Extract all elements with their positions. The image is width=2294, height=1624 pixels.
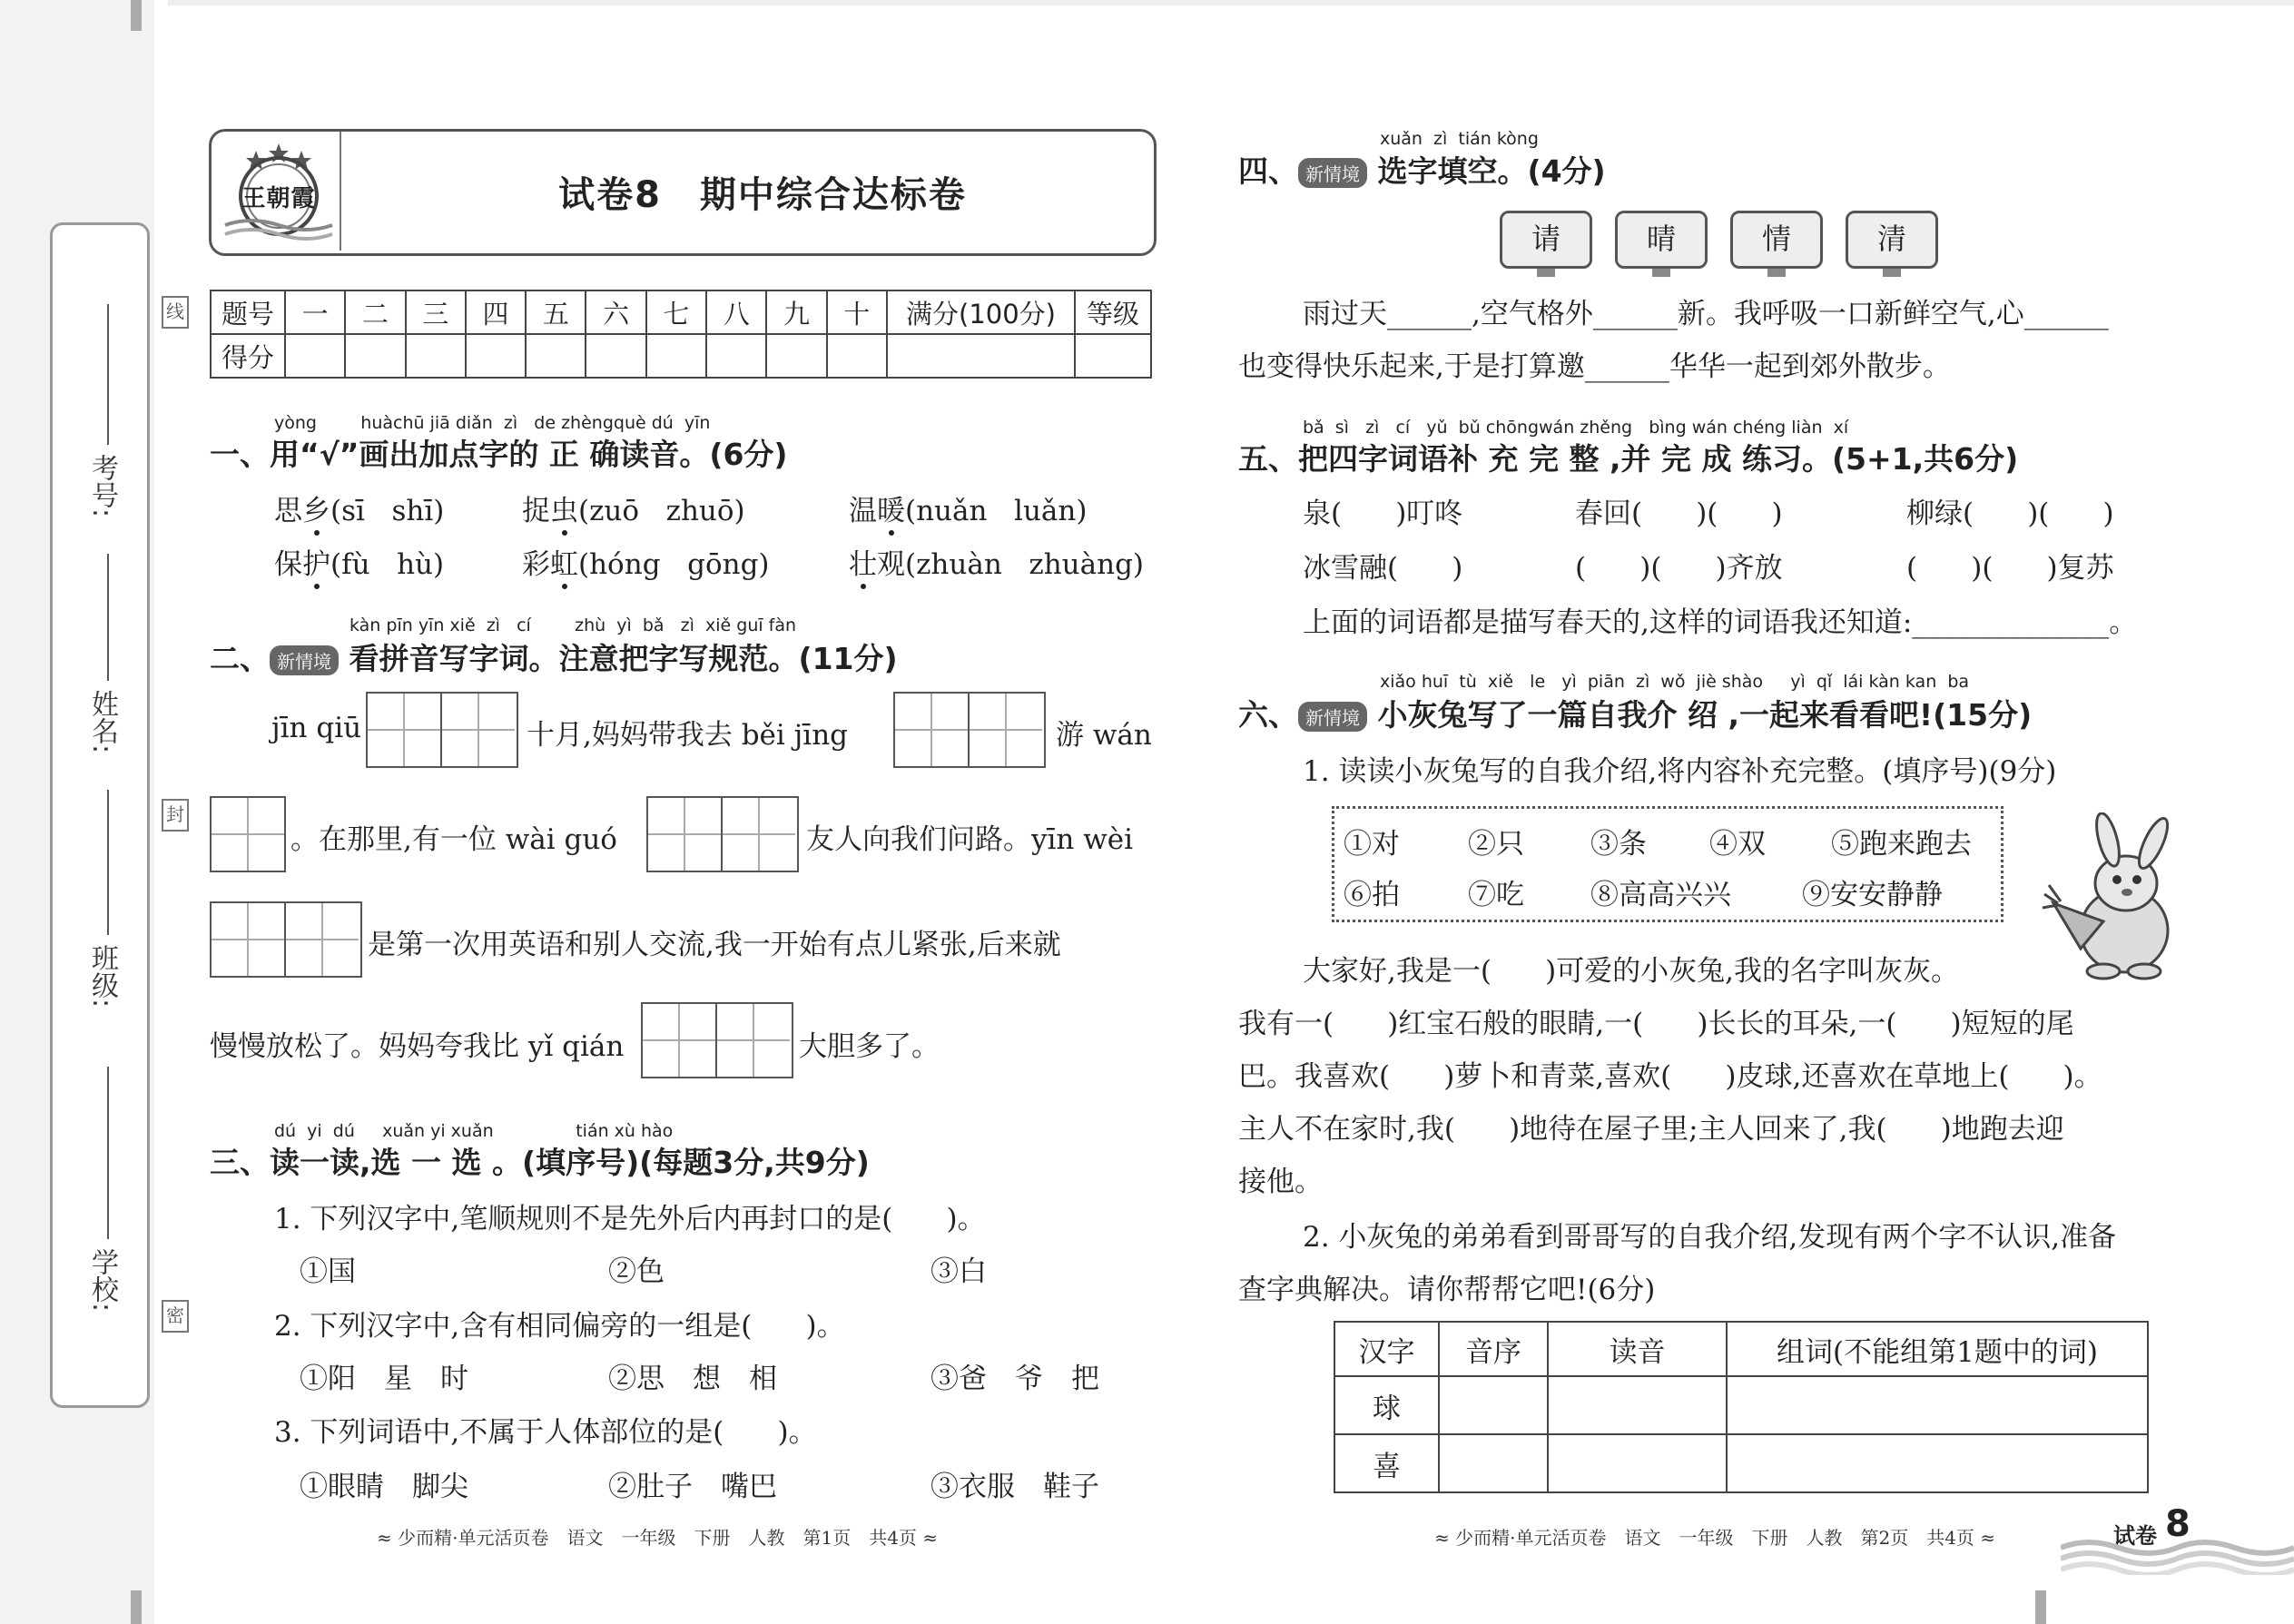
score-input-cell[interactable] [766, 334, 826, 378]
q1-pinyin-choice[interactable]: (zuō zhuō) [578, 495, 745, 527]
crop-mark [2035, 1590, 2046, 1624]
q1-char: 保 [274, 548, 302, 581]
table-cell: 喜 [1334, 1434, 1439, 1492]
q1-char: 捉 [522, 495, 550, 527]
option-sign: 清 [1846, 211, 1938, 269]
word-bank-option: ④双 [1709, 828, 1766, 861]
q3-pinyin: dú yi dú xuǎn yi xuǎn tián xù hào [274, 1121, 674, 1141]
q3-question: 1. 下列汉字中,笔顺规则不是先外后内再封口的是( )。 [274, 1203, 986, 1235]
q3-option[interactable]: ③白 [930, 1255, 987, 1288]
word-bank-option: ①对 [1344, 828, 1400, 861]
table-cell: 六 [586, 290, 645, 334]
q3-option[interactable]: ①国 [300, 1255, 356, 1288]
grid-cell[interactable] [212, 798, 284, 871]
q5-blank[interactable]: ( )( )齐放 [1575, 552, 1783, 585]
table-cell: 等级 [1075, 290, 1151, 334]
option-sign: 情 [1730, 211, 1823, 269]
table-cell: 十 [827, 290, 887, 334]
q2-title-text: 看拼音写字词。注意把字写规范。(11分) [349, 641, 898, 676]
q1-char: 彩 [522, 548, 550, 581]
word-bank-option: ⑦吃 [1468, 879, 1524, 911]
q1-pinyin-choice[interactable]: (sī shī) [330, 495, 445, 527]
score-input-cell[interactable] [706, 334, 766, 378]
q1-item [849, 487, 1087, 528]
q4-text: 也变得快乐起来,于是打算邀______华华一起到郊外散步。 [1238, 350, 1951, 383]
q6-title-prefix: 六、 [1238, 697, 1298, 733]
word-bank-option: ⑤跑来跑去 [1831, 828, 1972, 861]
dictionary-table [1334, 1321, 2149, 1493]
word-bank-option: ⑨安安静静 [1802, 879, 1943, 911]
answer-cell[interactable] [1727, 1376, 2148, 1434]
fold-mark-secret: 密 [162, 1300, 189, 1333]
score-table [210, 290, 1152, 379]
q1-char: 思 [274, 495, 302, 527]
option-sign: 晴 [1615, 211, 1708, 269]
q2-text: 慢慢放松了。妈妈夸我比 yǐ qián [210, 1030, 625, 1063]
fold-mark-seal: 封 [162, 799, 189, 832]
q1-dotted-char: 暖 [877, 495, 905, 527]
q6-paragraph: 大家好,我是一( )可爱的小灰兔,我的名字叫灰灰。 [1303, 955, 1960, 988]
writing-grid[interactable] [366, 692, 518, 768]
q1-dotted-char: 壮 [849, 548, 877, 581]
school-blank [107, 1067, 109, 1239]
dictionary-table-header [1334, 1322, 2148, 1376]
fold-mark-line: 线 [162, 296, 189, 329]
q3-question: 3. 下列词语中,不属于人体部位的是( )。 [274, 1416, 817, 1449]
q6-paragraph: 巴。我喜欢( )萝卜和青菜,喜欢( )皮球,还喜欢在草地上( )。 [1238, 1060, 2102, 1093]
table-header: 读音 [1548, 1322, 1727, 1376]
table-cell: 四 [466, 290, 526, 334]
table-cell: 球 [1334, 1376, 1439, 1434]
q1-dotted-char: 虫 [550, 495, 578, 527]
q1-item [274, 541, 444, 582]
score-input-cell[interactable] [1075, 334, 1151, 378]
q6-title [1238, 692, 2032, 734]
q1-item [522, 541, 770, 582]
q1-pinyin-choice[interactable]: 观(zhuàn zhuàng) [877, 548, 1145, 581]
name-blank [107, 554, 109, 681]
new-context-badge: 新情境 [1298, 702, 1367, 732]
score-table-header-row [211, 290, 1151, 334]
crop-mark [131, 0, 142, 31]
q5-blank[interactable]: 柳绿( )( ) [1906, 497, 2114, 530]
q3-option[interactable]: ①阳 星 时 [300, 1363, 468, 1395]
q5-blank[interactable]: 冰雪融( ) [1303, 552, 1463, 585]
class-blank [107, 790, 109, 935]
q2-pinyin: kàn pīn yīn xiě zì cí zhù yì bǎ zì xiě guī fàn [350, 615, 797, 635]
table-row [1334, 1434, 2148, 1492]
answer-cell[interactable] [1727, 1434, 2148, 1492]
q1-title-text: “√”画出加点字的 正 确读音。(6分) [300, 437, 788, 472]
q6-subquestion: 2. 小灰兔的弟弟看到哥哥写的自我介绍,发现有两个字不认识,准备 [1303, 1221, 2117, 1254]
crop-mark [131, 1590, 142, 1624]
q3-title: 三、读一读,选 一 选 。(填序号)(每题3分,共9分) [210, 1145, 870, 1180]
table-row [1334, 1376, 2148, 1434]
answer-cell[interactable] [1548, 1434, 1727, 1492]
q3-option[interactable]: ③衣服 鞋子 [930, 1471, 1099, 1503]
q1-title [210, 431, 788, 474]
q3-option[interactable]: ③爸 爷 把 [930, 1363, 1099, 1395]
new-context-badge: 新情境 [270, 645, 339, 675]
q6-subquestion: 查字典解决。请你帮帮它吧!(6分) [1238, 1274, 1656, 1306]
score-input-cell[interactable] [285, 334, 345, 378]
q3-option[interactable]: ②肚子 嘴巴 [608, 1471, 777, 1503]
grid-cell[interactable] [212, 903, 286, 976]
q1-item [849, 541, 1144, 582]
writing-grid[interactable] [893, 692, 1046, 768]
grid-cell[interactable] [895, 694, 970, 766]
q2-title [210, 635, 898, 678]
option-sign: 请 [1500, 211, 1592, 269]
exam-number-blank [107, 304, 109, 445]
q5-blank[interactable]: 春回( )( ) [1575, 497, 1783, 530]
grid-cell[interactable] [442, 694, 515, 766]
q5-blank[interactable]: 泉( )叮咚 [1303, 497, 1463, 530]
banner-divider [340, 132, 341, 251]
q6-pinyin: xiǎo huī tù xiě le yì piān zì wǒ jiè shào yì qǐ lái kàn kan ba [1380, 672, 1970, 692]
table-cell: 题号 [211, 290, 285, 334]
grid-cell[interactable] [723, 798, 795, 871]
q3-option[interactable]: ②色 [608, 1255, 665, 1288]
writing-grid[interactable] [210, 796, 286, 872]
word-bank-option: ②只 [1468, 828, 1524, 861]
q1-dotted-char: 护 [302, 548, 330, 581]
footer-right: ≈ 少而精·单元活页卷 语文 一年级 下册 人教 第2页 共4页 ≈ [1434, 1527, 1996, 1549]
school-label: 学校: [86, 1248, 118, 1313]
q5-text: 上面的词语都是描写春天的,这样的词语我还知道:______________。 [1303, 606, 2138, 639]
q6-paragraph: 主人不在家时,我( )地待在屋子里;主人回来了,我( )地跑去迎 [1238, 1113, 2064, 1146]
word-bank-option: ⑧高高兴兴 [1590, 879, 1731, 911]
writing-grid[interactable] [641, 1002, 793, 1078]
table-cell: 一 [285, 290, 345, 334]
grid-cell[interactable] [717, 1004, 790, 1077]
score-input-cell[interactable] [466, 334, 526, 378]
table-cell: 二 [345, 290, 405, 334]
logo-text: 王朝霞 [241, 185, 316, 212]
footer-left: ≈ 少而精·单元活页卷 语文 一年级 下册 人教 第1页 共4页 ≈ [377, 1527, 939, 1549]
q6-subquestion: 1. 读读小灰兔写的自我介绍,将内容补充完整。(填序号)(9分) [1303, 755, 2057, 788]
exam-number-label: 考号: [86, 454, 118, 518]
grid-cell[interactable] [970, 694, 1042, 766]
q6-paragraph: 接他。 [1238, 1166, 1323, 1198]
q4-title [1238, 148, 1606, 191]
class-label: 班级: [86, 944, 118, 1009]
score-input-cell[interactable] [887, 334, 1075, 378]
q1-dotted-char: 乡 [302, 495, 330, 527]
student-info-box [50, 222, 150, 1408]
table-header: 音序 [1439, 1322, 1548, 1376]
q3-option[interactable]: ①眼睛 脚尖 [300, 1471, 468, 1503]
score-table-score-row [211, 334, 1151, 378]
q2-text: 大胆多了。 [799, 1030, 940, 1063]
table-cell: 八 [706, 290, 766, 334]
q4-pinyin: xuǎn zì tián kòng [1380, 129, 1539, 149]
q1-dotted-char: 虹 [550, 548, 578, 581]
table-cell: 三 [406, 290, 466, 334]
page-label: 试卷 [2113, 1523, 2157, 1549]
q4-title-prefix: 四、 [1238, 153, 1298, 189]
q4-title-text: 选字填空。(4分) [1377, 153, 1606, 189]
table-header: 组词(不能组第1题中的词) [1727, 1322, 2148, 1376]
table-cell: 满分(100分) [887, 290, 1075, 334]
page-title: 试卷8 期中综合达标卷 [558, 174, 967, 216]
grid-cell[interactable] [368, 694, 442, 766]
q2-title-prefix: 二、 [210, 641, 270, 676]
q3-question: 2. 下列汉字中,含有相同偏旁的一组是( )。 [274, 1310, 845, 1343]
q1-pinyin-choice[interactable]: (hóng gōng) [578, 548, 770, 581]
q1-pinyin: yòng huàchū jiā diǎn zì de zhèngquè dú yīn [274, 413, 711, 433]
name-label: 姓名: [86, 690, 118, 754]
q5-title: 五、把四字词语补 充 完 整 ,并 完 成 练习。(5+1,共6分) [1238, 441, 2019, 477]
q6-title-text: 小灰兔写了一篇自我介 绍 ,一起来看看吧!(15分) [1377, 697, 2033, 733]
grid-cell[interactable] [648, 798, 723, 871]
table-header: 汉字 [1334, 1322, 1439, 1376]
q1-item [274, 487, 444, 528]
table-cell: 九 [766, 290, 826, 334]
q1-pinyin-choice[interactable]: (fù hù) [330, 548, 445, 581]
page-number: 8 [2165, 1503, 2191, 1545]
score-input-cell[interactable] [646, 334, 706, 378]
score-input-cell[interactable] [345, 334, 405, 378]
grid-cell[interactable] [643, 1004, 717, 1077]
q2-text: 。在那里,有一位 wài guó [290, 823, 617, 856]
q2-text: 十月,妈妈带我去 běi jīng [527, 719, 849, 752]
q5-pinyin: bǎ sì zì cí yǔ bǔ chōngwán zhěng bìng wán chéng liàn xí [1303, 418, 1849, 438]
page-top-edge [168, 0, 2294, 5]
q6-paragraph: 我有一( )红宝石般的眼睛,一( )长长的耳朵,一( )短短的尾 [1238, 1008, 2074, 1040]
answer-cell[interactable] [1439, 1434, 1548, 1492]
q5-blank[interactable]: ( )( )复苏 [1906, 552, 2114, 585]
q4-text: 雨过天______,空气格外______新。我呼吸一口新鲜空气,心______ [1303, 298, 2109, 330]
grid-cell[interactable] [286, 903, 359, 976]
score-input-cell[interactable] [827, 334, 887, 378]
answer-cell[interactable] [1439, 1376, 1548, 1434]
q2-text: jīn qiū [271, 712, 362, 744]
writing-grid[interactable] [646, 796, 799, 872]
table-cell: 五 [526, 290, 586, 334]
q2-text: 友人向我们问路。yīn wèi [806, 823, 1134, 856]
q2-text: 是第一次用英语和别人交流,我一开始有点儿紧张,后来就 [368, 929, 1061, 961]
new-context-badge: 新情境 [1298, 158, 1367, 188]
answer-cell[interactable] [1548, 1376, 1727, 1434]
q3-option[interactable]: ②思 想 相 [608, 1363, 777, 1395]
word-bank-option: ⑥拍 [1344, 879, 1400, 911]
q1-title-prefix: 一、用 [210, 437, 300, 472]
table-cell: 得分 [211, 334, 285, 378]
score-input-cell[interactable] [406, 334, 466, 378]
score-input-cell[interactable] [526, 334, 586, 378]
table-cell: 七 [646, 290, 706, 334]
q1-pinyin-choice[interactable]: (nuǎn luǎn) [905, 495, 1088, 527]
q2-text: 游 wán [1056, 719, 1152, 752]
word-bank-option: ③条 [1590, 828, 1647, 861]
q1-char: 温 [849, 495, 877, 527]
bunny-illustration [2017, 812, 2199, 985]
writing-grid[interactable] [210, 901, 362, 978]
score-input-cell[interactable] [586, 334, 645, 378]
q1-item [522, 487, 745, 528]
